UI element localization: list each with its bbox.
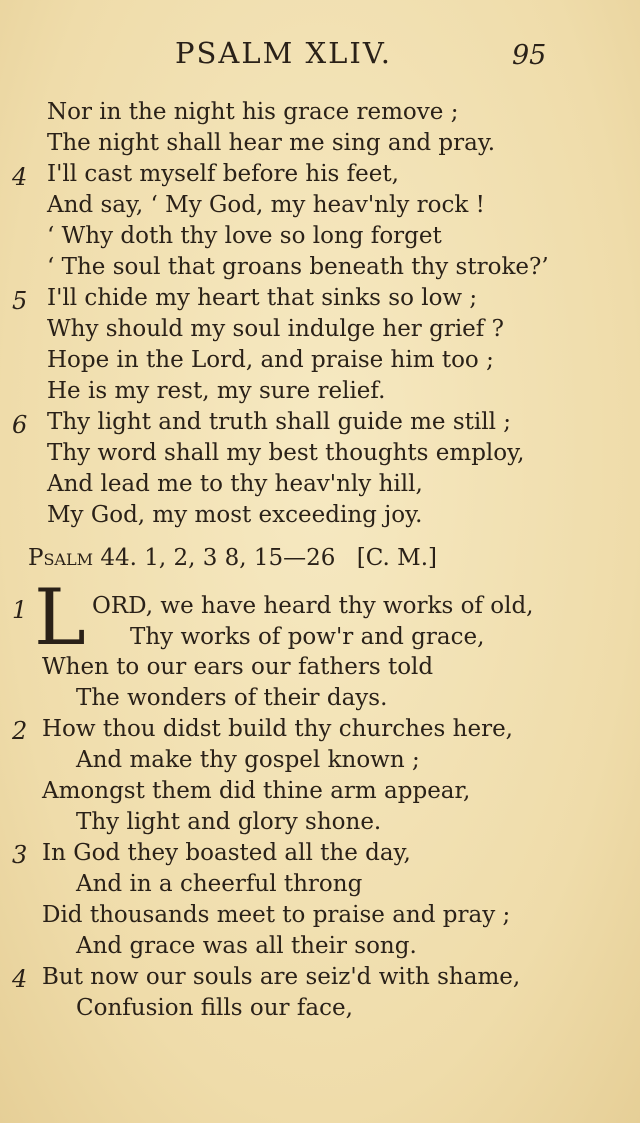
page-title: PSALM XLIV. bbox=[175, 36, 392, 70]
verse-line: When to our ears our fathers told bbox=[42, 654, 434, 680]
verse-line: The wonders of their days. bbox=[76, 685, 388, 711]
verse-line: He is my rest, my sure relief. bbox=[47, 378, 386, 404]
verse-number: 1 bbox=[12, 596, 28, 624]
psalm-heading-meter: [C. M.] bbox=[356, 545, 437, 571]
verse-line: Nor in the night his grace remove ; bbox=[47, 99, 459, 125]
psalm-heading-reference: 44. 1, 2, 3 8, 15—26 bbox=[100, 545, 336, 571]
verse-line: Thy light and truth shall guide me still ; bbox=[47, 409, 512, 435]
page-number: 95 bbox=[512, 40, 547, 71]
verse-line: ‘ Why doth thy love so long forget bbox=[47, 223, 442, 249]
psalm-heading-label: Psalm bbox=[28, 545, 93, 571]
verse-number: 5 bbox=[12, 287, 28, 315]
verse-line: And in a cheerful throng bbox=[76, 871, 363, 897]
psalm-heading bbox=[28, 543, 437, 573]
verse-line: My God, my most exceeding joy. bbox=[47, 502, 423, 528]
verse-line: Did thousands meet to praise and pray ; bbox=[42, 902, 511, 928]
verse-line: And grace was all their song. bbox=[76, 933, 417, 959]
verse-line: How thou didst build thy churches here, bbox=[42, 716, 513, 742]
verse-line: The night shall hear me sing and pray. bbox=[47, 130, 496, 156]
verse-line: ‘ The soul that groans beneath thy stroke?’ bbox=[47, 254, 549, 280]
verse-line: And lead me to thy heav'nly hill, bbox=[47, 471, 423, 497]
verse-line: ORD, we have heard thy works of old, bbox=[92, 593, 534, 619]
verse-number: 3 bbox=[12, 841, 28, 869]
verse-line: Confusion fills our face, bbox=[76, 995, 353, 1021]
verse-line: I'll cast myself before his feet, bbox=[47, 161, 399, 187]
verse-line: But now our souls are seiz'd with shame, bbox=[42, 964, 521, 990]
verse-number: 4 bbox=[12, 965, 28, 993]
verse-line: Thy works of pow'r and grace, bbox=[130, 624, 485, 650]
verse-line: Thy light and glory shone. bbox=[76, 809, 382, 835]
verse-number: 6 bbox=[12, 411, 28, 439]
verse-line: And say, ‘ My God, my heav'nly rock ! bbox=[47, 192, 485, 218]
verse-line: Hope in the Lord, and praise him too ; bbox=[47, 347, 494, 373]
verse-line: And make thy gospel known ; bbox=[76, 747, 420, 773]
verse-line: In God they boasted all the day, bbox=[42, 840, 411, 866]
drop-cap: L bbox=[34, 573, 86, 663]
verse-line: Amongst them did thine arm appear, bbox=[42, 778, 471, 804]
verse-line: I'll chide my heart that sinks so low ; bbox=[47, 285, 478, 311]
verse-number: 2 bbox=[12, 717, 28, 745]
verse-number: 4 bbox=[12, 163, 28, 191]
verse-line: Thy word shall my best thoughts employ, bbox=[47, 440, 525, 466]
verse-line: Why should my soul indulge her grief ? bbox=[47, 316, 504, 342]
